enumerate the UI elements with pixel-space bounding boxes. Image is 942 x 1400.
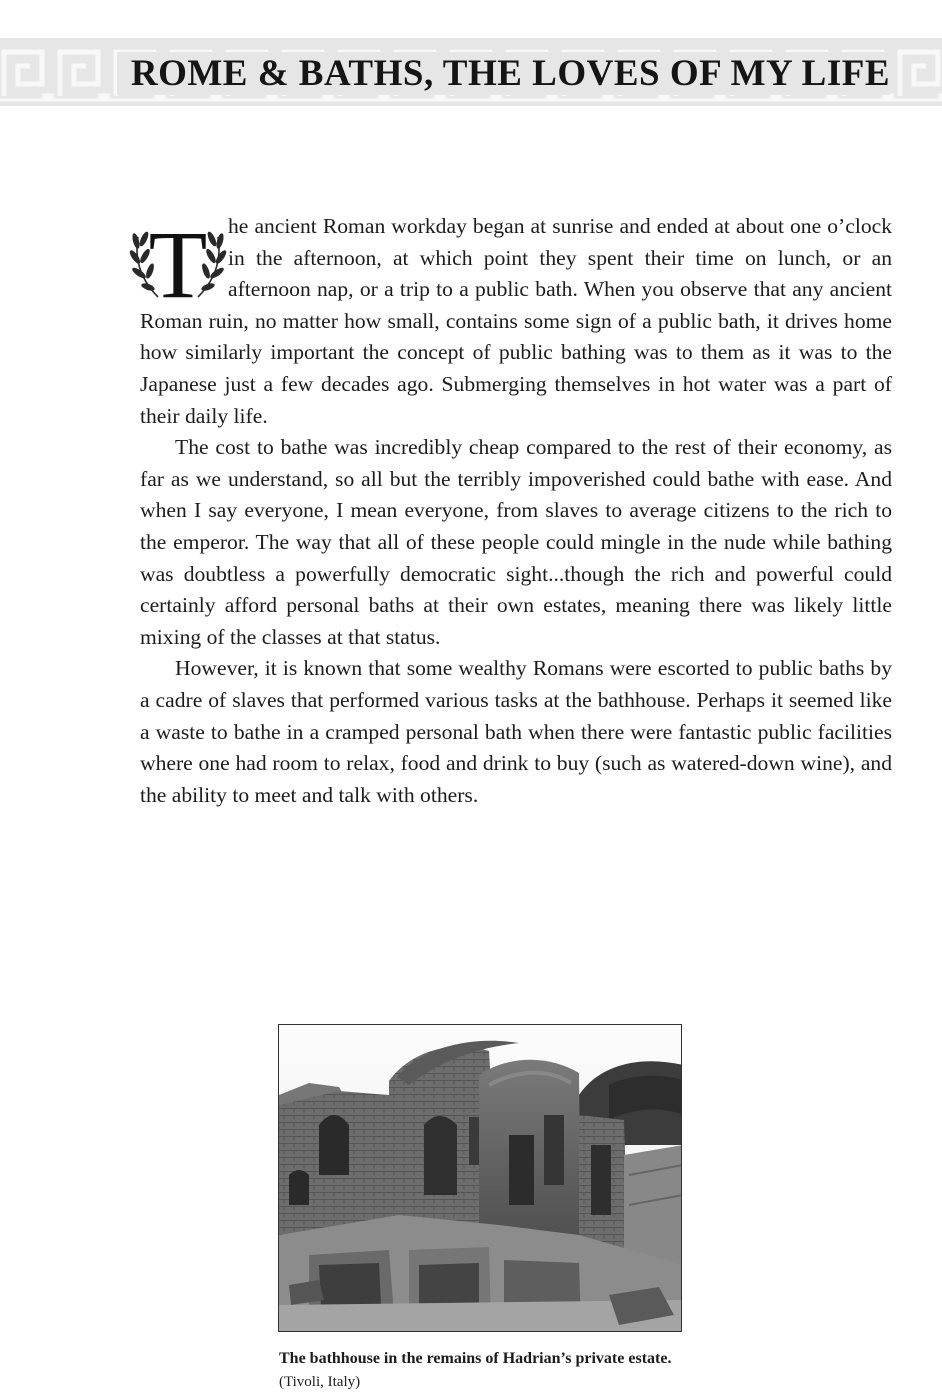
paragraph-2: The cost to bathe was incredibly cheap compared to the rest of their economy, as far as we understand, so all but the terribly impoverished could bathe with ease. And when I say everyone, I mean everyone, from slaves to average citizens to the rich to the emperor. The way that all of these people could mingle in the nude while bathing was doubtless a powerfully democratic sight...though the rich and powerful could certainly afford personal baths at their own estates, meaning there was likely little mixing of the classes at that status.: [140, 435, 892, 649]
bathhouse-photo: [278, 1024, 682, 1332]
laurel-wreath-icon: [128, 211, 228, 303]
drop-cap-letter: T: [148, 211, 208, 303]
ruins-illustration: [279, 1025, 682, 1332]
page-title: ROME & BATHS, THE LOVES OF MY LIFE: [117, 52, 890, 95]
photo-caption: [279, 1347, 699, 1394]
article-body: [140, 211, 892, 811]
paragraph-3: However, it is known that some wealthy Romans were escorted to public baths by a cadre of slaves that performed various tasks at the bathhouse. Perhaps it seemed like a waste to bathe in a cramped personal bath when there were fantastic public facilities where one had room to relax, food and drink to buy (such as watered-down wine), and the ability to meet and talk with others.: [140, 656, 892, 807]
paragraph-1: he ancient Roman workday began at sunrise and ended at about one o’clock in the afternoon, at which point they spent their time on lunch, or an afternoon nap, or a trip to a public bath. When you observe that any ancient Roman ruin, no matter how small, contains some sign of a public bath, it drives home how similarly important the concept of public bathing was to them as it was to the Japanese just a few decades ago. Submerging themselves in hot water was a part of their daily life.: [140, 214, 892, 428]
caption-location: (Tivoli, Italy): [279, 1374, 361, 1390]
caption-bold: The bathhouse in the remains of Hadrian’s private estate.: [279, 1350, 672, 1367]
drop-cap: [128, 211, 228, 303]
